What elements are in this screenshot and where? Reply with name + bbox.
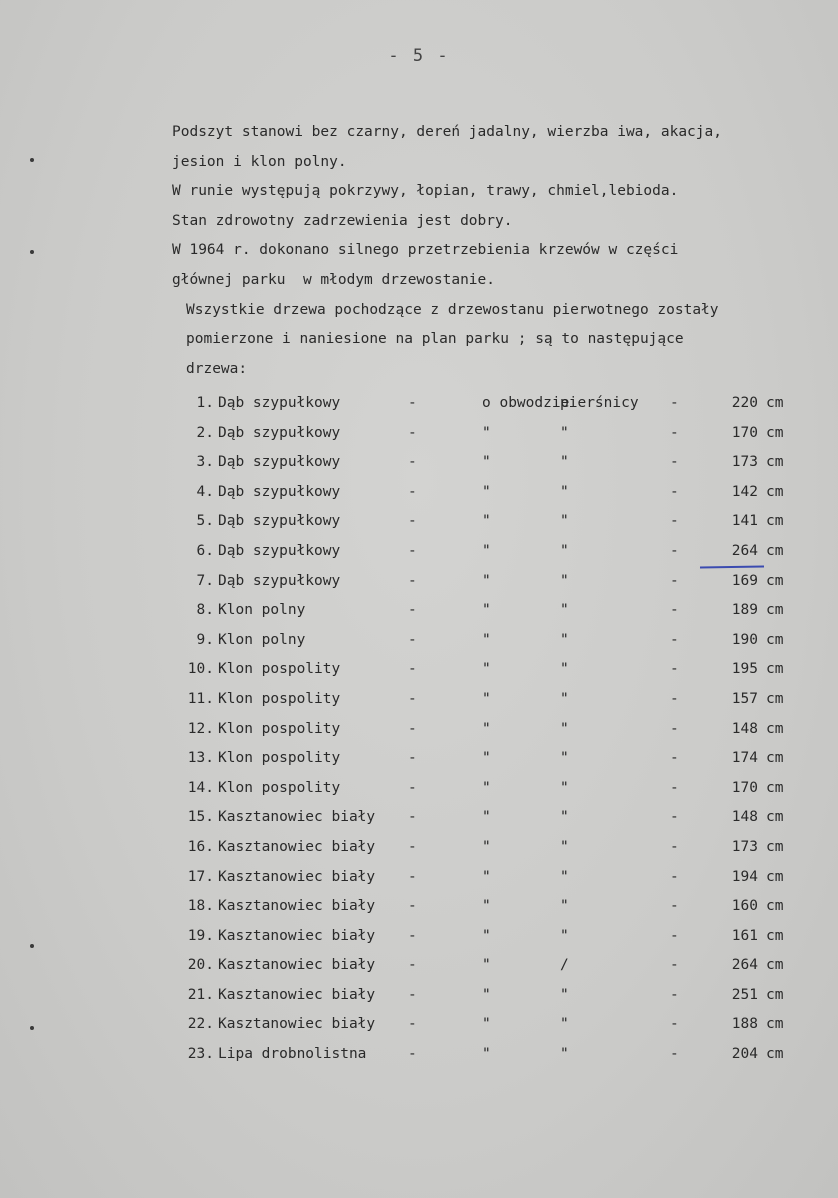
separator-dash: - — [670, 720, 679, 737]
separator-dash: - — [408, 454, 417, 471]
ditto-mark: " — [482, 750, 491, 767]
unit-label: cm — [766, 1046, 784, 1063]
separator-dash: - — [670, 454, 679, 471]
separator-dash: - — [408, 720, 417, 737]
paragraph-line: W runie występują pokrzywy, łopian, trawy, chmiel,lebioda. — [172, 183, 679, 200]
circumference-value: 157 — [731, 690, 758, 707]
ditto-mark: " — [560, 809, 569, 826]
ditto-mark: " — [482, 1046, 491, 1063]
tree-name: Lipa drobnolistna — [218, 1046, 367, 1063]
unit-label: cm — [766, 898, 784, 915]
tree-row — [186, 567, 786, 597]
separator-dash: - — [408, 779, 417, 796]
unit-label: cm — [766, 631, 784, 648]
circumference-value: 188 — [731, 1016, 758, 1033]
ditto-mark: " — [482, 1016, 491, 1033]
ditto-mark: pierśnicy — [560, 395, 639, 411]
ditto-mark: " — [482, 690, 491, 707]
separator-dash: - — [670, 927, 679, 944]
circumference-value: 189 — [731, 602, 758, 619]
tree-number: 11. — [187, 690, 214, 707]
ditto-mark: " — [482, 424, 491, 441]
circumference-value: 148 — [731, 720, 758, 737]
ditto-mark: " — [560, 454, 569, 471]
tree-name: Kasztanowiec biały — [218, 957, 376, 974]
tree-name: Klon pospolity — [218, 661, 341, 678]
separator-dash: - — [670, 1046, 679, 1063]
separator-dash: - — [408, 809, 417, 826]
tree-row — [186, 715, 786, 745]
tree-row — [186, 744, 786, 774]
tree-row — [186, 981, 786, 1011]
tree-number: 10. — [187, 661, 214, 678]
paragraph-line: drzewa: — [186, 360, 248, 377]
tree-number: 23. — [187, 1046, 214, 1063]
ditto-mark: " — [482, 720, 491, 737]
tree-name: Dąb szypułkowy — [218, 542, 341, 559]
ditto-mark: " — [560, 927, 569, 944]
paragraph-line: pomierzone i naniesione na plan parku ; są to następujące — [186, 331, 684, 348]
unit-label: cm — [766, 542, 784, 559]
separator-dash: - — [670, 395, 679, 411]
ditto-mark: " — [560, 661, 569, 678]
tree-number: 9. — [196, 631, 214, 648]
unit-label: cm — [766, 483, 784, 500]
tree-number: 5. — [196, 513, 214, 530]
paragraph-line: jesion i klon polny. — [172, 153, 347, 170]
punch-hole-mark — [30, 250, 34, 254]
separator-dash: - — [408, 483, 417, 500]
separator-dash: - — [408, 838, 417, 855]
tree-row — [186, 951, 786, 981]
circumference-value: 220 — [731, 395, 758, 411]
ditto-mark: " — [482, 542, 491, 559]
circumference-value: 195 — [731, 661, 758, 678]
circumference-value: 142 — [731, 483, 758, 500]
separator-dash: - — [408, 750, 417, 767]
ditto-mark: " — [482, 661, 491, 678]
separator-dash: - — [670, 483, 679, 500]
ditto-mark: " — [560, 868, 569, 885]
separator-dash: - — [408, 661, 417, 678]
tree-name: Dąb szypułkowy — [218, 454, 341, 471]
ditto-mark: " — [482, 779, 491, 796]
ditto-mark: " — [482, 927, 491, 944]
ditto-mark: " — [560, 690, 569, 707]
tree-row — [186, 626, 786, 656]
tree-name: Kasztanowiec biały — [218, 838, 376, 855]
tree-row — [186, 655, 786, 685]
ditto-mark: " — [560, 602, 569, 619]
ditto-mark: " — [560, 779, 569, 796]
separator-dash: - — [670, 1016, 679, 1033]
tree-table — [186, 389, 786, 1070]
tree-name: Kasztanowiec biały — [218, 1016, 376, 1033]
separator-dash: - — [670, 868, 679, 885]
circumference-value: 161 — [731, 927, 758, 944]
tree-row — [186, 1010, 786, 1040]
tree-row — [186, 507, 786, 537]
separator-dash: - — [670, 631, 679, 648]
tree-row — [186, 833, 786, 863]
unit-label: cm — [766, 395, 784, 411]
circumference-value: 264 — [731, 957, 758, 974]
tree-number: 19. — [187, 927, 214, 944]
paragraph-line: Podszyt stanowi bez czarny, dereń jadalny, wierzba iwa, akacja, — [172, 124, 722, 140]
tree-name: Klon pospolity — [218, 750, 341, 767]
tree-number: 4. — [196, 483, 214, 500]
tree-row — [186, 389, 786, 419]
unit-label: cm — [766, 454, 784, 471]
unit-label: cm — [766, 986, 784, 1003]
tree-number: 3. — [196, 454, 214, 471]
tree-number: 8. — [196, 602, 214, 619]
punch-hole-mark — [30, 944, 34, 948]
tree-number: 20. — [187, 957, 214, 974]
unit-label: cm — [766, 838, 784, 855]
tree-name: Dąb szypułkowy — [218, 483, 341, 500]
separator-dash: - — [670, 838, 679, 855]
unit-label: cm — [766, 690, 784, 707]
unit-label: cm — [766, 602, 784, 619]
circumference-value: 251 — [731, 986, 758, 1003]
tree-row — [186, 774, 786, 804]
unit-label: cm — [766, 779, 784, 796]
tree-row — [186, 1040, 786, 1070]
ditto-mark: " — [482, 898, 491, 915]
tree-row — [186, 596, 786, 626]
circumference-value: 204 — [731, 1046, 758, 1063]
tree-number: 12. — [187, 720, 214, 737]
ditto-mark: " — [560, 750, 569, 767]
circumference-value: 148 — [731, 809, 758, 826]
paragraph-line: Stan zdrowotny zadrzewienia jest dobry. — [172, 212, 513, 229]
tree-number: 15. — [187, 809, 214, 826]
separator-dash: - — [408, 986, 417, 1003]
tree-name: Kasztanowiec biały — [218, 986, 376, 1003]
ditto-mark: " — [560, 986, 569, 1003]
circumference-value: 170 — [731, 424, 758, 441]
separator-dash: - — [670, 513, 679, 530]
tree-row — [186, 863, 786, 893]
punch-hole-mark — [30, 1026, 34, 1030]
ditto-mark: " — [560, 572, 569, 589]
page-number: - 5 - — [388, 46, 450, 66]
separator-dash: - — [408, 957, 417, 974]
intro-paragraph — [172, 118, 822, 384]
separator-dash: - — [670, 661, 679, 678]
separator-dash: - — [408, 424, 417, 441]
tree-number: 1. — [196, 395, 214, 411]
tree-number: 16. — [187, 838, 214, 855]
tree-row — [186, 537, 786, 567]
ditto-mark: " — [560, 424, 569, 441]
tree-name: Dąb szypułkowy — [218, 424, 341, 441]
ditto-mark: " — [560, 631, 569, 648]
tree-name: Kasztanowiec biały — [218, 868, 376, 885]
ditto-mark: " — [482, 868, 491, 885]
tree-number: 22. — [187, 1016, 214, 1033]
separator-dash: - — [670, 809, 679, 826]
ditto-mark: " — [560, 513, 569, 530]
separator-dash: - — [670, 750, 679, 767]
ditto-mark: " — [560, 1016, 569, 1033]
tree-row — [186, 892, 786, 922]
separator-dash: - — [670, 690, 679, 707]
separator-dash: - — [670, 779, 679, 796]
separator-dash: - — [408, 927, 417, 944]
separator-dash: - — [670, 572, 679, 589]
ditto-mark: " — [560, 542, 569, 559]
unit-label: cm — [766, 1016, 784, 1033]
tree-row — [186, 419, 786, 449]
separator-dash: - — [408, 868, 417, 885]
separator-dash: - — [408, 1016, 417, 1033]
separator-dash: - — [408, 898, 417, 915]
circumference-value: 169 — [731, 572, 758, 589]
circumference-value: 264 — [731, 542, 758, 559]
paragraph-line: W 1964 r. dokonano silnego przetrzebienia krzewów w części — [172, 242, 679, 259]
unit-label: cm — [766, 424, 784, 441]
tree-name: Klon pospolity — [218, 779, 341, 796]
separator-dash: - — [670, 957, 679, 974]
ditto-mark: " — [482, 809, 491, 826]
ditto-mark: " — [482, 483, 491, 500]
ditto-mark: " — [560, 898, 569, 915]
ditto-mark: " — [482, 957, 491, 974]
ditto-mark: " — [482, 986, 491, 1003]
unit-label: cm — [766, 868, 784, 885]
ditto-mark: " — [560, 838, 569, 855]
circumference-value: 173 — [731, 838, 758, 855]
separator-dash: - — [408, 631, 417, 648]
ditto-mark: " — [482, 572, 491, 589]
tree-number: 14. — [187, 779, 214, 796]
tree-name: Klon polny — [218, 602, 306, 619]
separator-dash: - — [670, 986, 679, 1003]
tree-row — [186, 922, 786, 952]
separator-dash: - — [408, 513, 417, 530]
unit-label: cm — [766, 572, 784, 589]
tree-name: Kasztanowiec biały — [218, 927, 376, 944]
tree-row — [186, 478, 786, 508]
tree-number: 2. — [196, 424, 214, 441]
tree-number: 13. — [187, 750, 214, 767]
ditto-mark: / — [560, 957, 569, 974]
circumference-value: 141 — [731, 513, 758, 530]
ditto-mark: o obwodzie — [482, 395, 570, 411]
unit-label: cm — [766, 720, 784, 737]
separator-dash: - — [408, 690, 417, 707]
unit-label: cm — [766, 809, 784, 826]
tree-name: Dąb szypułkowy — [218, 572, 341, 589]
ditto-mark: " — [560, 483, 569, 500]
ditto-mark: " — [482, 513, 491, 530]
tree-row — [186, 685, 786, 715]
separator-dash: - — [670, 898, 679, 915]
separator-dash: - — [408, 542, 417, 559]
circumference-value: 194 — [731, 868, 758, 885]
circumference-value: 174 — [731, 750, 758, 767]
tree-name: Dąb szypułkowy — [218, 513, 341, 530]
circumference-value: 170 — [731, 779, 758, 796]
unit-label: cm — [766, 661, 784, 678]
ditto-mark: " — [482, 602, 491, 619]
ditto-mark: " — [482, 454, 491, 471]
tree-number: 17. — [187, 868, 214, 885]
separator-dash: - — [408, 602, 417, 619]
paragraph-line: Wszystkie drzewa pochodzące z drzewostanu pierwotnego zostały — [186, 301, 719, 318]
ditto-mark: " — [482, 838, 491, 855]
tree-name: Dąb szypułkowy — [218, 395, 341, 411]
punch-hole-mark — [30, 158, 34, 162]
tree-name: Kasztanowiec biały — [218, 809, 376, 826]
separator-dash: - — [408, 395, 417, 411]
tree-row — [186, 448, 786, 478]
tree-number: 6. — [196, 542, 214, 559]
tree-number: 18. — [187, 898, 214, 915]
separator-dash: - — [670, 424, 679, 441]
tree-row — [186, 803, 786, 833]
circumference-value: 173 — [731, 454, 758, 471]
unit-label: cm — [766, 927, 784, 944]
circumference-value: 160 — [731, 898, 758, 915]
tree-number: 21. — [187, 986, 214, 1003]
separator-dash: - — [670, 542, 679, 559]
unit-label: cm — [766, 957, 784, 974]
tree-name: Klon pospolity — [218, 690, 341, 707]
separator-dash: - — [408, 1046, 417, 1063]
tree-name: Kasztanowiec biały — [218, 898, 376, 915]
tree-number: 7. — [196, 572, 214, 589]
unit-label: cm — [766, 750, 784, 767]
unit-label: cm — [766, 513, 784, 530]
separator-dash: - — [408, 572, 417, 589]
ditto-mark: " — [482, 631, 491, 648]
paragraph-line: głównej parku w młodym drzewostanie. — [172, 271, 496, 288]
ditto-mark: " — [560, 1046, 569, 1063]
circumference-value: 190 — [731, 631, 758, 648]
ditto-mark: " — [560, 720, 569, 737]
separator-dash: - — [670, 602, 679, 619]
tree-name: Klon polny — [218, 631, 306, 648]
tree-name: Klon pospolity — [218, 720, 341, 737]
